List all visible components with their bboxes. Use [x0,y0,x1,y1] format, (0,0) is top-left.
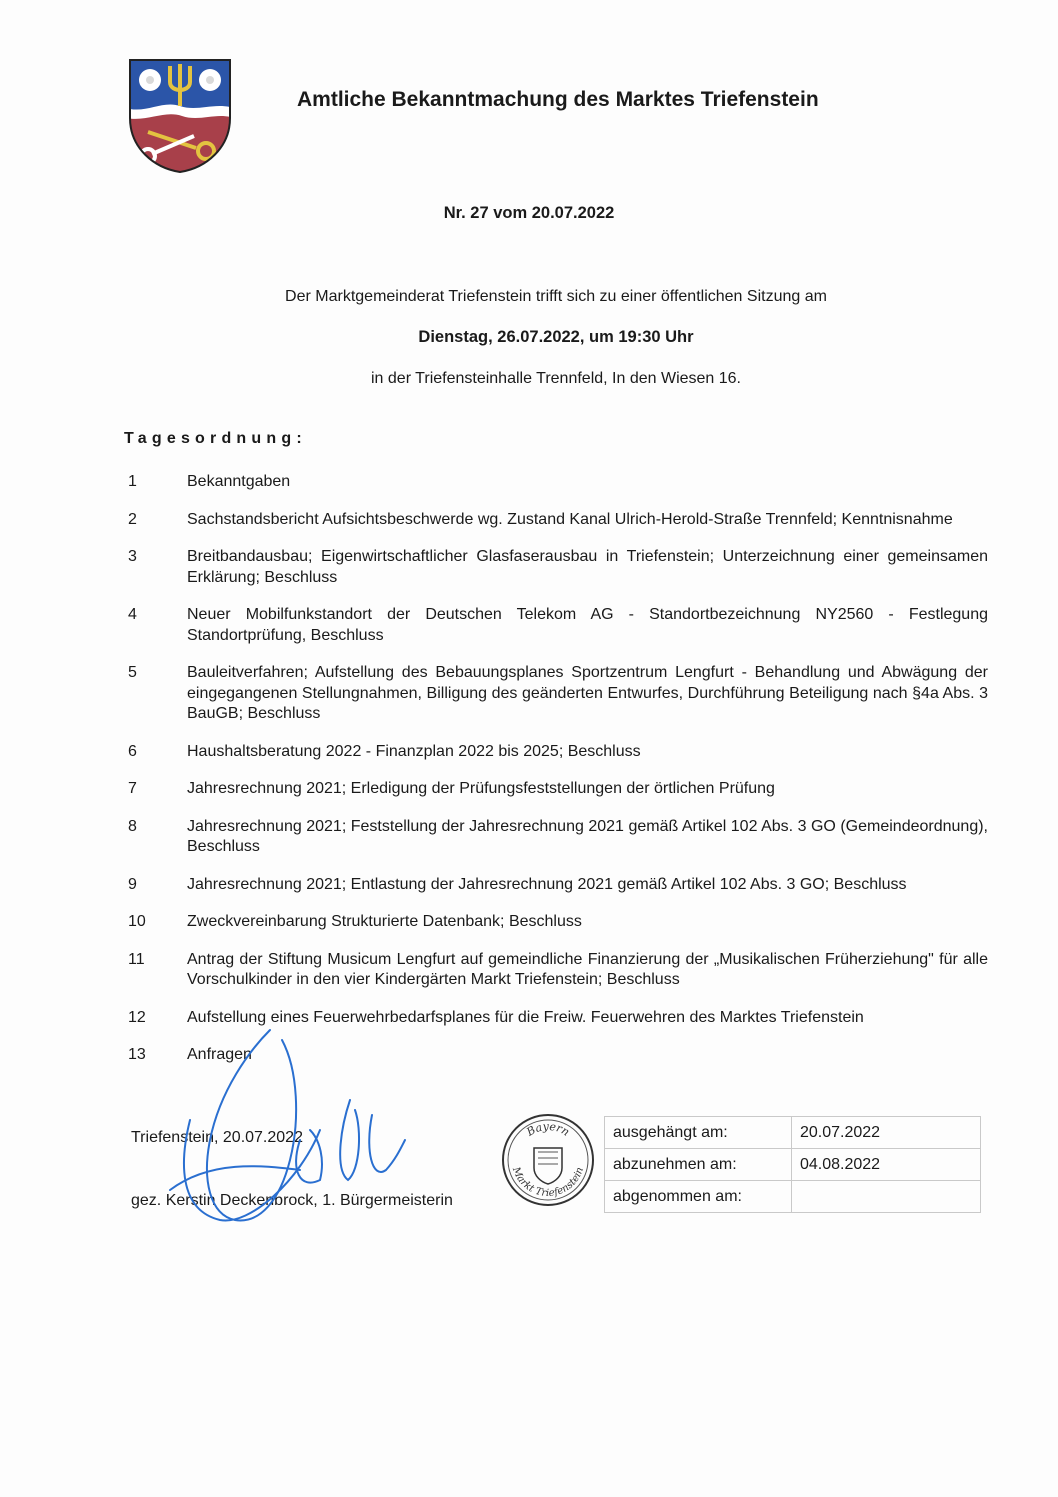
agenda-item-number: 1 [128,473,137,490]
agenda-item-text: Jahresrechnung 2021; Entlastung der Jahresrechnung 2021 gemäß Artikel 102 Abs. 3 GO; Beschluss [187,875,907,893]
agenda-item [128,510,988,531]
posting-table [604,1116,981,1213]
meeting-date: Dienstag, 26.07.2022, um 19:30 Uhr [418,328,694,346]
agenda-item-text: Bekanntgaben [187,473,291,490]
agenda-item-number: 3 [128,548,137,565]
meeting-intro: Der Marktgemeinderat Triefenstein trifft sich zu einer öffentlichen Sitzung am [285,288,827,305]
handwritten-signature-icon [150,1010,410,1240]
agenda-item [128,547,988,588]
svg-text:Bayern [523,1120,571,1139]
agenda-item-number: 12 [128,1008,146,1026]
agenda-list [128,472,988,1066]
agenda-item [128,817,988,858]
agenda-item-number: 4 [128,606,137,623]
svg-text:Markt Triefenstein [510,1165,586,1199]
agenda-item [128,742,988,763]
seal-top-text: Bayern [524,1119,572,1139]
signature-name: gez. Kerstin Deckenbrock, 1. Bürgermeisterin [131,1192,453,1209]
posting-label: abzunehmen am: [605,1149,792,1181]
agenda-item [128,912,988,933]
posting-label: abgenommen am: [605,1181,792,1213]
table-row [605,1117,981,1149]
agenda-item-text: Neuer Mobilfunkstandort der Deutschen Telekom AG - Standortbezeichnung NY2560 - Festlegung Standortprüfung, Beschluss [187,606,988,644]
agenda-item [128,779,988,800]
agenda-item [128,605,988,646]
agenda-item [128,663,988,725]
posting-value [792,1181,981,1213]
posting-label: ausgehängt am: [605,1117,792,1149]
agenda-item-text: Zweckvereinbarung Strukturierte Datenbank; Beschluss [187,913,582,930]
announcement-number: Nr. 27 vom 20.07.2022 [443,204,615,222]
table-row [605,1149,981,1181]
agenda-item-text: Jahresrechnung 2021; Erledigung der Prüfungsfeststellungen der örtlichen Prüfung [187,780,775,797]
agenda-item-text: Aufstellung eines Feuerwehrbedarfsplanes für die Freiw. Feuerwehren des Marktes Triefenstein [187,1008,864,1026]
agenda-item-number: 11 [128,950,145,968]
agenda-item-number: 13 [128,1046,146,1063]
agenda-item [128,875,988,896]
posting-value: 04.08.2022 [792,1149,981,1181]
signature-place-date: Triefenstein, 20.07.2022 [131,1129,303,1146]
seal-bottom-text: Markt Triefenstein [509,1165,586,1200]
agenda-item-number: 5 [128,664,137,681]
agenda-item-text: Bauleitverfahren; Aufstellung des Bebauungsplanes Sportzentrum Lengfurt - Behandlung und Abwägung der eingegangenen Stellungnahmen, Billigung des geänderten Entwurfes, Durchführung Beteiligung nach §4a Abs. 3 BauGB; Beschluss [187,664,988,722]
agenda-item-text: Antrag der Stiftung Musicum Lengfurt auf gemeindliche Finanzierung der „Musikalischen Früherziehung" für alle Vorschulkinder in den vier Kindergärten Markt Triefenstein; Beschluss [187,950,988,988]
agenda-item-number: 10 [128,913,146,930]
coat-of-arms-icon [126,56,234,174]
table-row [605,1181,981,1213]
agenda-item-text: Haushaltsberatung 2022 - Finanzplan 2022 bis 2025; Beschluss [187,742,641,760]
agenda-item [128,950,988,991]
posting-value: 20.07.2022 [792,1117,981,1149]
agenda-item-text: Anfragen [187,1046,252,1063]
agenda-item-text: Jahresrechnung 2021; Feststellung der Jahresrechnung 2021 gemäß Artikel 102 Abs. 3 GO (Gemeindeordnung), Beschluss [187,817,988,855]
meeting-place: in der Triefensteinhalle Trennfeld, In den Wiesen 16. [371,370,741,387]
agenda-item-number: 8 [128,817,137,835]
agenda-item-text: Sachstandsbericht Aufsichtsbeschwerde wg. Zustand Kanal Ulrich-Herold-Straße Trennfeld; Kenntnisnahme [187,510,953,528]
official-seal-icon [500,1112,596,1208]
agenda-item-text: Breitbandausbau; Eigenwirtschaftlicher Glasfaserausbau in Triefenstein; Unterzeichnung einer gemeinsamen Erklärung; Beschluss [187,548,988,586]
agenda-item [128,472,988,493]
agenda-item-number: 9 [128,875,137,893]
agenda-item-number: 2 [128,510,137,528]
agenda-heading: Tagesordnung: [124,430,307,447]
agenda-item-number: 6 [128,742,137,760]
page-title: Amtliche Bekanntmachung des Marktes Triefenstein [297,88,819,111]
agenda-item-number: 7 [128,780,137,797]
